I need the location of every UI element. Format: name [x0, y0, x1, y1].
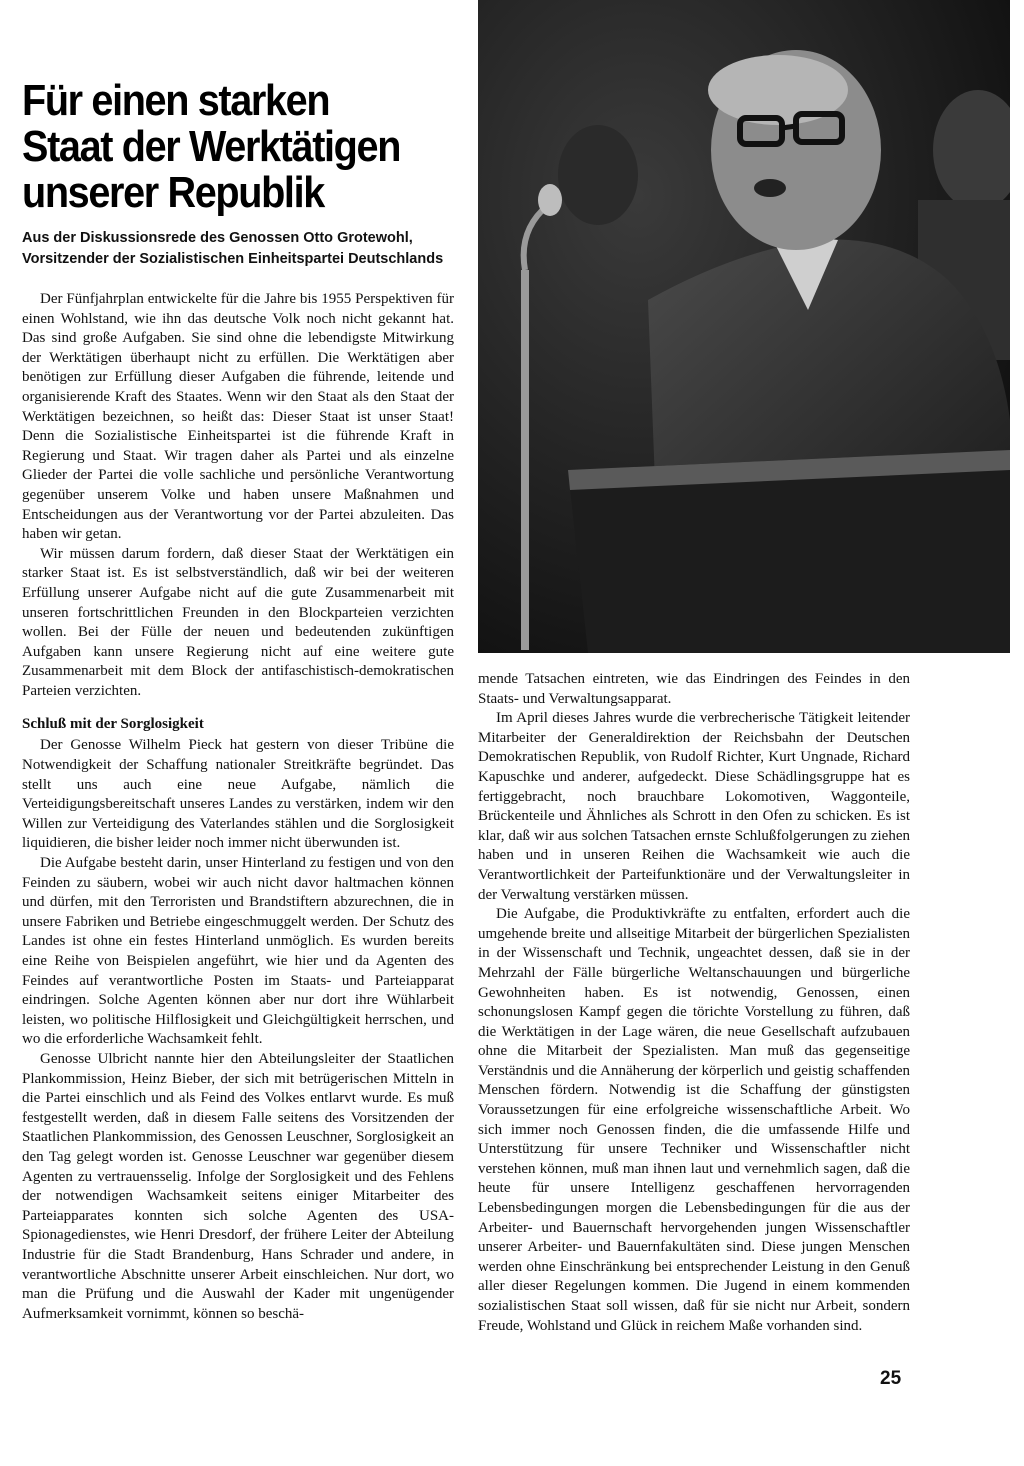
paragraph: Die Aufgabe, die Produktivkräfte zu entfalten, erfordert auch die umgehende breite und allseitige Mitarbeit der bürgerlichen Spezialisten in der Wissenschaft und Technik, ungeachtet dessen, daß sie in der Mehrzahl der Fälle bürgerliche Weltanschauungen und bürgerliche Gewohnheiten haben. Es ist notwendig, Genossen, einen schonungslosen Kampf gegen die törichte Vorstellung zu führen, daß die Werktätigen in der Lage wären, die neue Gesellschaft aufzubauen ohne die Mitarbeit der Spezialisten. Man muß das gegenseitige Verständnis und die Annäherung der körperlich und geistig schaffenden Menschen fördern. Notwendig ist die Schaffung der günstigsten Voraussetzungen für eine erfolgreiche wissenschaftliche Arbeit. Wo sich immer noch Genossen finden, die die umfassende Hilfe und Unterstützung für unsere Techniker und Wissenschaftler nicht verstehen können, muß man ihnen laut und vernehmlich sagen, daß die heute für unsere Intelligenz geschaffenen hervorragenden Lebensbedingungen morgen die Lebensbedingungen für die aus der Arbeiter- und Bauernschaft hervorgehenden jungen Wissenschaftler unserer Arbeiter- und Bauernfakultäten sind. Diese jungen Menschen werden ohne Einschränkung bei entsprechender Leistung in den Genuß aller dieser Regelungen kommen. Die Jugend in einem kommenden sozialistischen Staat soll wissen, daß für sie nicht nur Arbeit, sondern Freude, Wohlstand und Glück in reichem Maße vorhanden sind. — [478, 906, 910, 1334]
page-number: 25 — [880, 1368, 902, 1389]
subtitle-line-2: Vorsitzender der Sozialistischen Einheitspartei Deutschlands — [22, 251, 444, 267]
article-subtitle — [22, 228, 472, 270]
paragraph: Der Genosse Wilhelm Pieck hat gestern von dieser Tribüne die Notwendigkeit der Schaffung nationaler Streitkräfte begründet. Das stellt uns auch eine neue Aufgabe, nämlich die Verteidigungsbereitschaft unseres Landes zu verstärken, indem wir den Willen zur Verteidigung des Vaterlandes stählen und die Sorglosigkeit liquidieren, die bisher leider noch immer nicht überwunden ist. — [22, 737, 454, 852]
article-title: Für einen starken Staat der Werktätigen unserer Republik — [22, 76, 401, 217]
speaker-photo — [478, 0, 1010, 653]
photo-speaker-at-microphone-icon — [478, 0, 1010, 653]
paragraph: Der Fünfjahrplan entwickelte für die Jahre bis 1955 Perspektiven für einen Wohlstand, wie ihn das deutsche Volk noch nicht gekannt hat. Das sind große Aufgaben. Sie sind ohne die lebendigste Mitwirkung der Werktätigen überhaupt nicht zu erfüllen. Die Werktätigen aber benötigen zur Erfüllung dieser Aufgaben die führende, leitende und organisierende Kraft des Staates. Wenn wir den Staat als den Staat der Werktätigen bezeichnen, so heißt das: Dieser Staat ist unser Staat! Denn die Sozialistische Einheitspartei ist die führende Kraft in Regierung und Staat. Wir tragen daher als Partei und als einzelne Glieder der Partei die volle sachliche und persönliche Verantwortung gegenüber unserem Volke und haben unsere Maßnahmen und Entscheidungen aus der Verantwortung vor der Partei abzuleiten. Das haben wir getan. — [22, 291, 454, 543]
paragraph: Im April dieses Jahres wurde die verbrecherische Tätigkeit leitender Mitarbeiter der Generaldirektion der Reichsbahn der Deutschen Demokratischen Republik, von Rudolf Richter, Kurt Ungnade, Richard Kapuschke und anderer, aufgedeckt. Diese Schädlingsgruppe hat es fertiggebracht, noch brauchbare Lokomotiven, Waggonteile, Brückenteile und Ähnliches als Schrott in den Ofen zu schicken. Es ist klar, daß wir aus solchen Tatsachen ernste Schlußfolgerungen zu ziehen haben und in unseren Reihen die Wachsamkeit wie auch die Verantwortlichkeit der Parteifunktionäre und der Verwaltungsleiter in der Verwaltung verstärken müssen. — [478, 710, 910, 903]
right-text-column — [478, 670, 910, 1336]
paragraph: Genosse Ulbricht nannte hier den Abteilungsleiter der Staatlichen Plankommission, Heinz Bieber, der sich mit betrügerischen Mitteln in die Partei einschlich und als Feind des Volkes entlarvt wurde. Es muß festgestellt werden, daß in diesem Falle seitens des Vorsitzenden der Staatlichen Plankommission, des Genossen Leuschner, Sorglosigkeit an den Tag gelegt worden ist. Genosse Leuschner war gegenüber diesem Agenten zu vertrauensselig. Infolge der Sorglosigkeit und des Fehlens der notwendigen Wachsamkeit seitens einiger Mitarbeiter des Parteiapparates konnten sich solche Agenten des USA-Spionagedienstes, wie Henri Dresdorf, der frühere Leiter der Abteilung Industrie für die Stadt Brandenburg, Hans Schrader und andere, in verantwortliche Abschnitte unserer Arbeit einschleichen. Nur dort, wo man die Prüfung und die Auswahl der Kader mit ungenügender Aufmerksamkeit vornimmt, können so beschä- — [22, 1050, 454, 1322]
paragraph: Wir müssen darum fordern, daß dieser Staat der Werktätigen ein starker Staat ist. Es ist selbstverständlich, daß wir bei der weiteren Erfüllung unserer Aufgabe nicht auf die gute Zusammenarbeit mit unseren fortschrittlichen Freunden in den Blockparteien verzichten wollen. Bei der Fülle der neuen und bedeutenden zukünftigen Aufgaben kann unsere Regierung nicht auf eine weitere gute Zusammenarbeit mit dem Block der antifaschistisch-demokratischen Parteien verzichten. — [22, 545, 454, 699]
paragraph: Die Aufgabe besteht darin, unser Hinterland zu festigen und von den Feinden zu säubern, wobei wir auch nicht davor haltmachen können und dürfen, mit den Terroristen und Brandstiftern abzurechnen, die in unsere Fabriken und Betriebe eingeschmuggelt werden. Der Schutz des Landes ist ohne ein festes Hinterland unmöglich. Es wurden bereits eine Reihe von Beispielen angeführt, wie hier und da Agenten des Feindes auf verantwortliche Posten im Staats- und Parteiapparat eindringen. Solche Agenten können aber nur dort ihre Wühlarbeit leisten, wo politische Hilflosigkeit und Gleichgültigkeit herrschen, und wo die erforderliche Wachsamkeit fehlt. — [22, 855, 454, 1048]
paragraph: mende Tatsachen eintreten, wie das Eindringen des Feindes in den Staats- und Verwaltungsapparat. — [478, 671, 910, 707]
left-text-column — [22, 290, 454, 1324]
subtitle-line-1: Aus der Diskussionsrede des Genossen Otto Grotewohl, — [22, 230, 413, 246]
section-heading: Schluß mit der Sorglosigkeit — [22, 716, 204, 733]
